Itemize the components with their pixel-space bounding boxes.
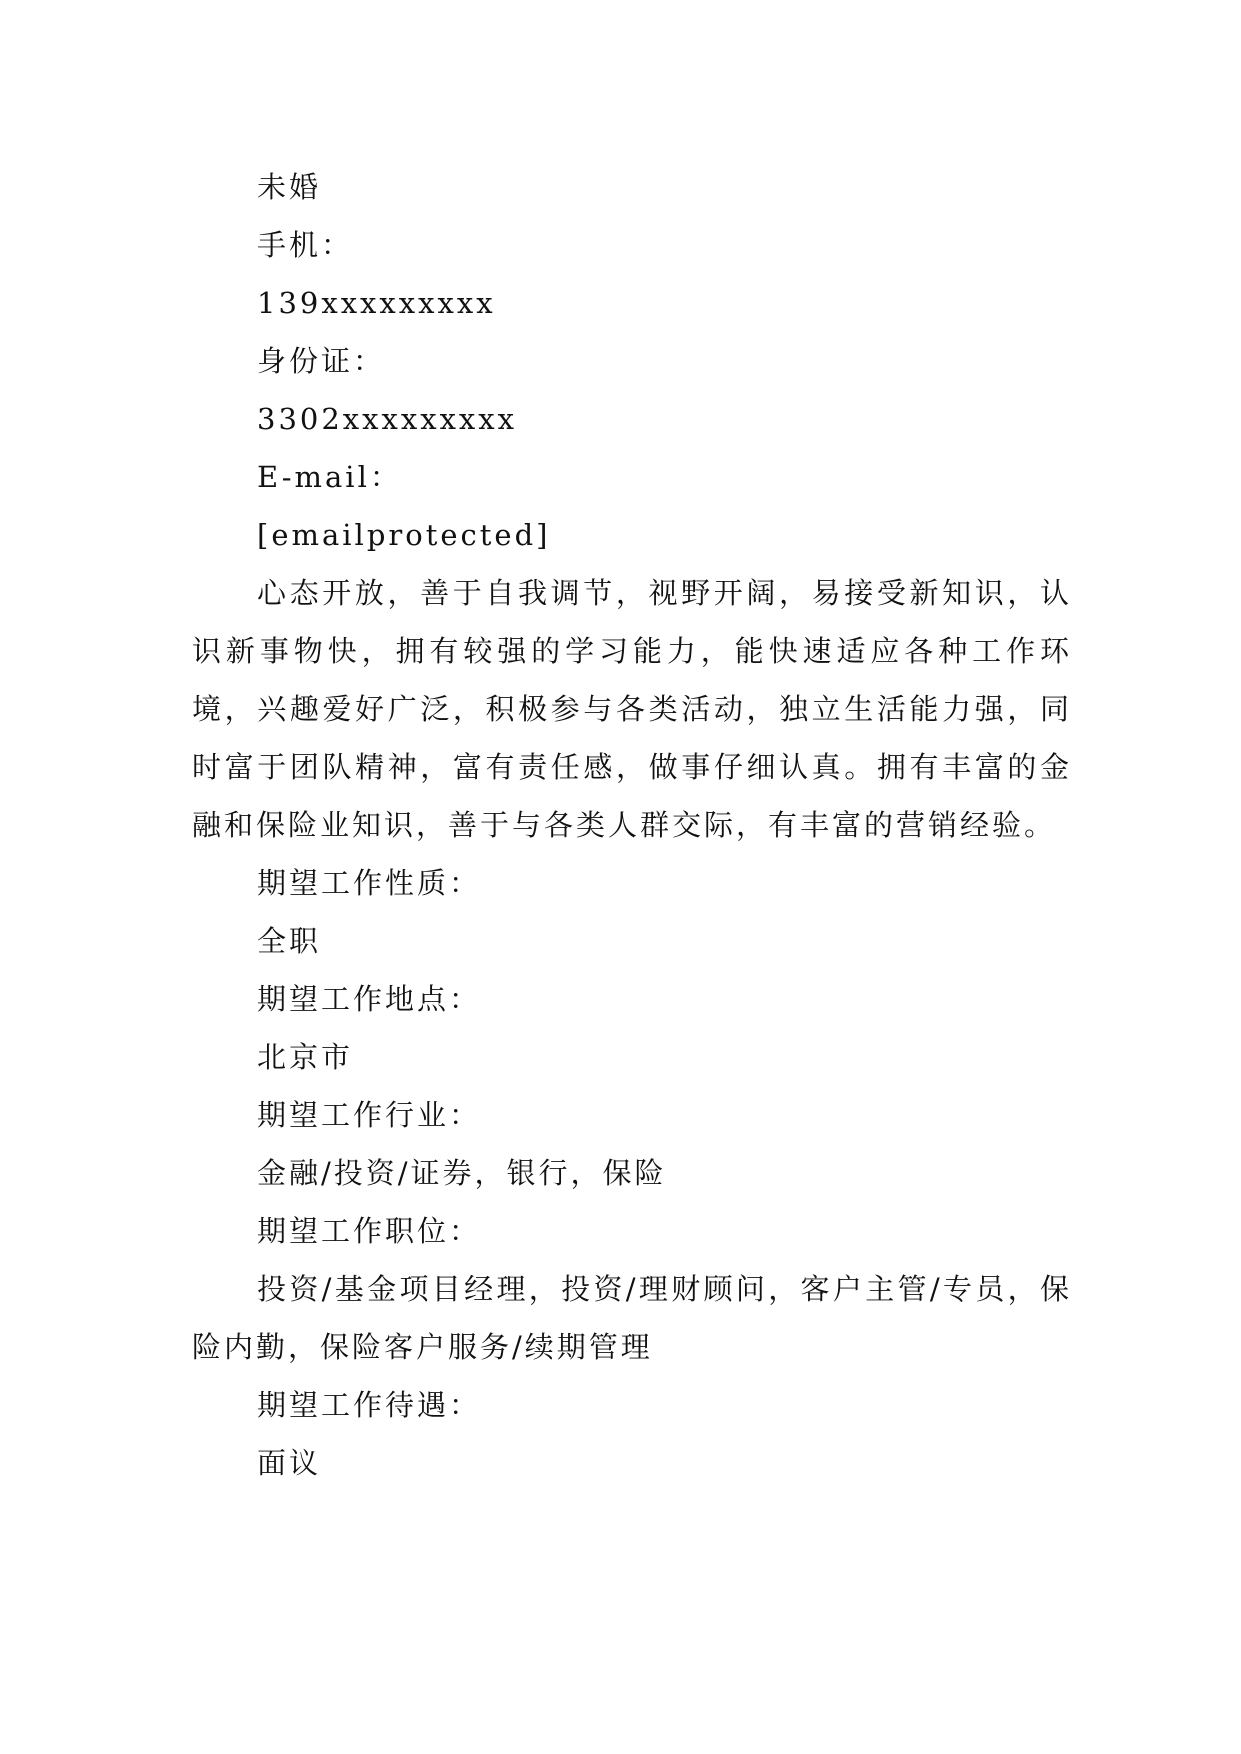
- id-label: 身份证：: [257, 344, 386, 378]
- job-type-label: 期望工作性质：: [257, 866, 482, 900]
- job-position-label: 期望工作职位：: [257, 1214, 482, 1248]
- marital-status: 未婚: [257, 170, 322, 204]
- email-value: [emailprotected]: [257, 518, 551, 552]
- job-position-value: 投资/基金项目经理，投资/理财顾问，客户主管/专员，保险内勤，保险客户服务/续期管理: [192, 1272, 1072, 1364]
- job-location-label: 期望工作地点：: [257, 982, 482, 1016]
- job-industry-label: 期望工作行业：: [257, 1098, 482, 1132]
- phone-label: 手机：: [257, 228, 354, 262]
- email-label: E-mail：: [257, 460, 402, 494]
- phone-value: 139xxxxxxxxx: [257, 286, 496, 320]
- id-value: 3302xxxxxxxxx: [257, 402, 517, 436]
- self-evaluation-paragraph: 心态开放，善于自我调节，视野开阔，易接受新知识，认识新事物快，拥有较强的学习能力，能快速适应各种工作环境，兴趣爱好广泛，积极参与各类活动，独立生活能力强，同时富于团队精神，富有责任感，做事仔细认真。拥有丰富的金融和保险业知识，善于与各类人群交际，有丰富的营销经验。: [192, 576, 1072, 842]
- job-industry-value: 金融/投资/证券，银行，保险: [257, 1156, 667, 1190]
- job-type-value: 全职: [257, 924, 322, 958]
- job-salary-value: 面议: [257, 1446, 322, 1480]
- job-salary-label: 期望工作待遇：: [257, 1388, 482, 1422]
- resume-content: [192, 158, 1072, 1492]
- job-location-value: 北京市: [257, 1040, 354, 1074]
